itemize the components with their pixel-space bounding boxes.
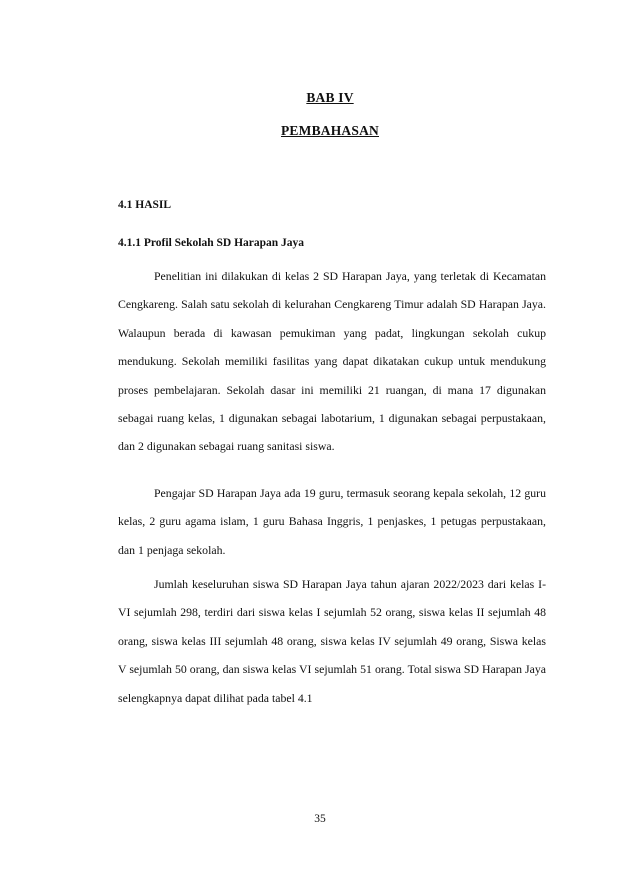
paragraph-teachers: Pengajar SD Harapan Jaya ada 19 guru, termasuk seorang kepala sekolah, 12 guru kelas, 2 guru agama islam, 1 guru Bahasa Inggris, 1 penjaskes, 1 petugas perpustakaan, dan 1 penjaga sekolah. [118, 486, 546, 557]
chapter-title: PEMBAHASAN [280, 123, 379, 138]
page-number: 35 [314, 813, 326, 825]
paragraph-research-location: Penelitian ini dilakukan di kelas 2 SD Harapan Jaya, yang terletak di Kecamatan Cengkareng. Salah satu sekolah di kelurahan Cengkareng Timur adalah SD Harapan Jaya. Walaupun berada di kawasan pemukiman yang padat, lingkungan sekolah cukup mendukung. Sekolah memiliki fasilitas yang dapat dikatakan cukup untuk mendukung proses pembelajaran. Sekolah dasar ini memiliki 21 ruangan, di mana 17 digunakan sebagai ruang kelas, 1 digunakan sebagai labotarium, 1 digunakan sebagai perpustakaan, dan 2 digunakan sebagai ruang sanitasi siswa. [118, 269, 546, 454]
section-heading-hasil: 4.1 HASIL [118, 199, 172, 211]
subsection-heading-profil: 4.1.1 Profil Sekolah SD Harapan Jaya [118, 237, 305, 249]
chapter-number: BAB IV [306, 90, 354, 105]
paragraph-students: Jumlah keseluruhan siswa SD Harapan Jaya tahun ajaran 2022/2023 dari kelas I-VI sejumlah 298, terdiri dari siswa kelas I sejumlah 52 orang, siswa kelas II sejumlah 48 orang, siswa kelas III sejumlah 48 orang, siswa kelas IV sejumlah 49 orang, Siswa kelas V sejumlah 50 orang, dan siswa kelas VI sejumlah 51 orang. Total siswa SD Harapan Jaya selengkapnya dapat dilihat pada tabel 4.1 [118, 577, 546, 705]
